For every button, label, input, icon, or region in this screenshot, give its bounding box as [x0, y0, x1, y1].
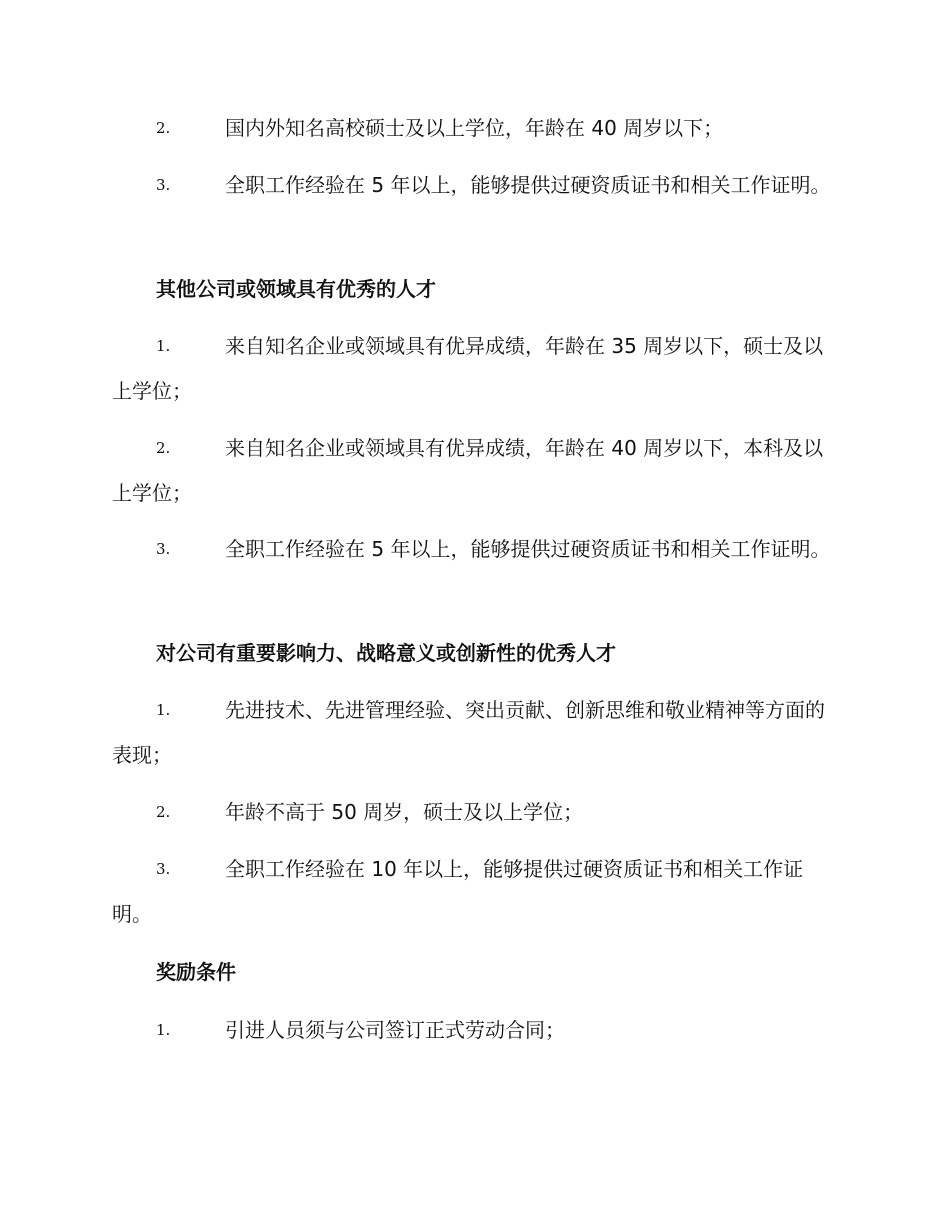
- list-item-number: 3.: [156, 176, 171, 194]
- list-item: [112, 847, 834, 937]
- list-item-number: 3.: [156, 860, 171, 878]
- list-item-text: 来自知名企业或领域具有优异成绩，年龄在 35 周岁以下，硕士及以上学位；: [112, 334, 824, 403]
- list-item-text: 引进人员须与公司签订正式劳动合同；: [225, 1018, 565, 1042]
- list-item-number: 2.: [156, 803, 171, 821]
- section-heading: 奖励条件: [156, 960, 236, 984]
- list-item: [112, 324, 834, 414]
- list-item-text: 先进技术、先进管理经验、突出贡献、创新思维和敬业精神等方面的表现；: [112, 698, 825, 767]
- list-item: [112, 163, 834, 208]
- list-item-number: 1.: [156, 1021, 171, 1039]
- list-item: [112, 688, 834, 778]
- list-item-text: 全职工作经验在 5 年以上，能够提供过硬资质证书和相关工作证明。: [225, 173, 831, 197]
- list-item-number: 1.: [156, 337, 171, 355]
- list-item-text: 全职工作经验在 5 年以上，能够提供过硬资质证书和相关工作证明。: [225, 537, 831, 561]
- list-item: [112, 790, 834, 835]
- list-item: [112, 1008, 834, 1053]
- section-heading: 对公司有重要影响力、战略意义或创新性的优秀人才: [156, 641, 616, 665]
- list-item-number: 2.: [156, 119, 171, 137]
- list-item-number: 2.: [156, 439, 171, 457]
- list-item-text: 来自知名企业或领域具有优异成绩，年龄在 40 周岁以下，本科及以上学位；: [112, 436, 824, 505]
- list-item-text: 全职工作经验在 10 年以上，能够提供过硬资质证书和相关工作证明。: [112, 857, 804, 926]
- list-item: [112, 426, 834, 516]
- list-item-text: 国内外知名高校硕士及以上学位，年龄在 40 周岁以下；: [225, 116, 724, 140]
- list-item: [112, 106, 834, 151]
- list-item: [112, 527, 834, 572]
- list-item-number: 1.: [156, 701, 171, 719]
- section-heading: 其他公司或领域具有优秀的人才: [156, 277, 436, 301]
- list-item-number: 3.: [156, 540, 171, 558]
- list-item-text: 年龄不高于 50 周岁，硕士及以上学位；: [225, 800, 584, 824]
